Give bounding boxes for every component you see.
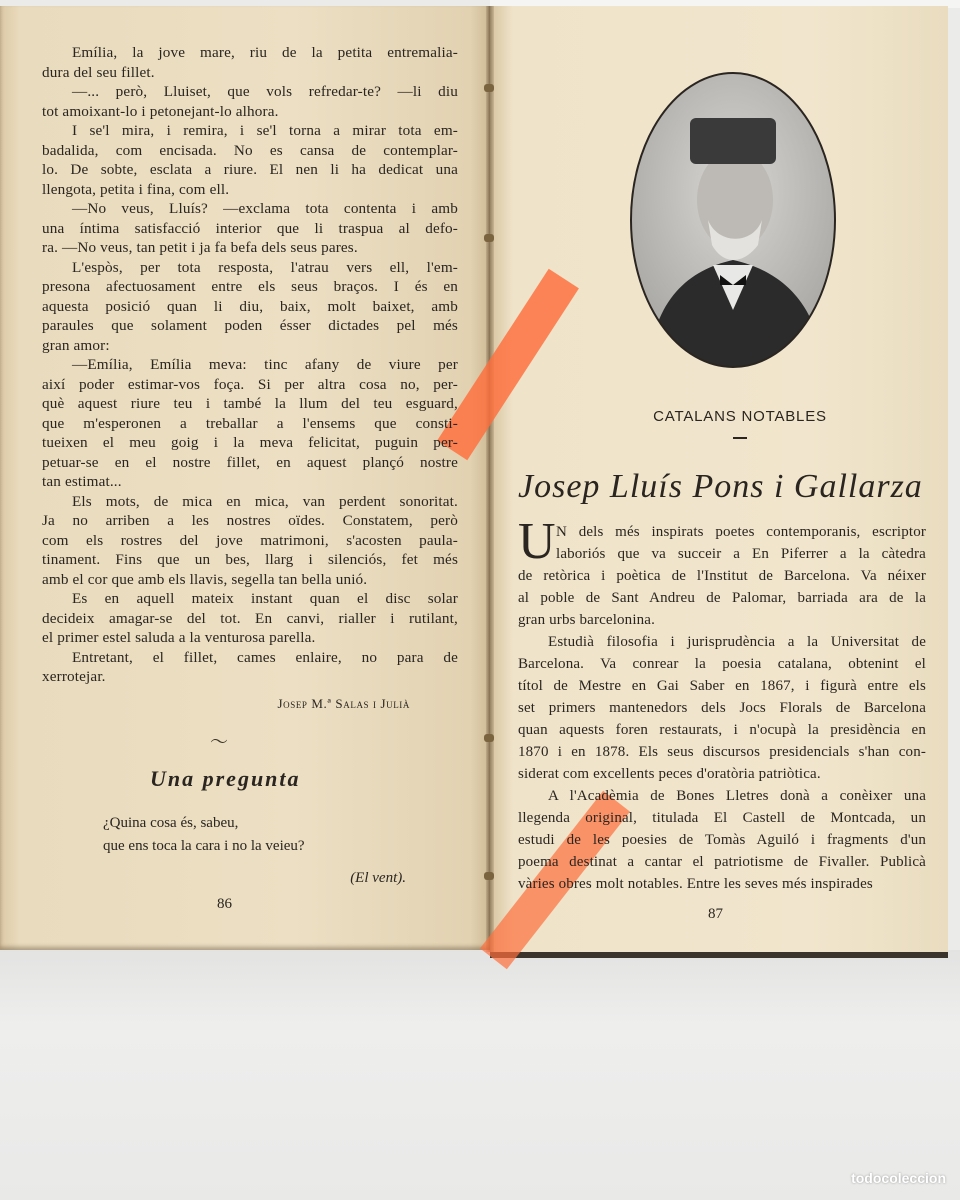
text-line: Estudià filosofia i jurisprudència a la Universitat de bbox=[548, 634, 926, 650]
text-line: laboriós que va succeir a En Piferrer a la càtedra bbox=[556, 546, 926, 562]
scanner-background bbox=[0, 950, 960, 1200]
text-line: set primers mantenedors dels Jocs Florals de Barcelona bbox=[518, 700, 926, 716]
text-line: gran urbs barcelonina. bbox=[518, 612, 655, 628]
text-line: amb el cor que amb els llavis, segella tan bella unió. bbox=[42, 570, 368, 588]
text-line: vàries obres molt notables. Entre les seves més inspirades bbox=[518, 876, 873, 892]
ornament-divider: 〜 bbox=[210, 732, 228, 752]
text-line: com els rostres del jove matrimoni, s'acosten paula- bbox=[42, 531, 458, 549]
text-line: —No veus, Lluís? —exclama tota contenta i amb bbox=[72, 200, 458, 217]
portrait-photo bbox=[628, 70, 838, 370]
text-line: xerrotejar. bbox=[42, 668, 106, 685]
text-line: paraules que solament poden ésser dictades pel més bbox=[42, 317, 458, 334]
poem-line: que ens toca la cara i no la veieu? bbox=[103, 838, 305, 854]
text-line: estudi de les poesies de Tomàs Aguiló i fragments d'un bbox=[518, 832, 926, 848]
text-line: quan aquests foren restaurats, i n'ocupà la presidència en bbox=[518, 722, 926, 738]
text-line: al poble de Sant Andreu de Palomar, barriada ara de la bbox=[518, 590, 926, 606]
text-line: llegenda original, titulada El Castell de Montcada, un bbox=[518, 810, 926, 826]
text-line: una íntima satisfacció interior que li traspua al defo- bbox=[42, 219, 458, 237]
text-line: tot amoixant-lo i petonejant-lo alhora. bbox=[42, 102, 279, 120]
text-line: presona afectuosament entre els seus braços. I és en bbox=[42, 278, 458, 295]
text-line: Els mots, de mica en mica, van perdent sonoritat. bbox=[72, 492, 458, 510]
text-line: que m'esperonen a treballar a l'ensems que consti- bbox=[42, 414, 458, 432]
text-line: Entretant, el fillet, cames enlaire, no para de bbox=[72, 648, 458, 666]
text-line: així poder estimar-vos foça. Si per altra cosa no, per- bbox=[42, 375, 458, 393]
poem bbox=[103, 812, 305, 858]
right-page bbox=[490, 6, 948, 958]
watermark: todocoleccion bbox=[851, 1170, 946, 1186]
text-line: Barcelona. Va conrear la poesia catalana, obtenint el bbox=[518, 656, 926, 672]
text-line: ra. —No veus, tan petit i ja fa befa dels seus pares. bbox=[42, 239, 358, 256]
binding-stitch bbox=[484, 734, 494, 742]
text-line: I se'l mira, i remira, i se'l torna a mirar tota em- bbox=[72, 122, 458, 139]
text-line: siderat com excellents peces d'oratòria patriòtica. bbox=[518, 766, 821, 782]
book-gutter bbox=[486, 6, 494, 952]
page-number-left: 86 bbox=[217, 896, 232, 912]
text-line: decideix amagar-se del tot. En canvi, rialler i rutilant, bbox=[42, 609, 458, 627]
right-body-text bbox=[518, 513, 926, 895]
author-signature: Josep M.ª Salas i Julià bbox=[277, 696, 410, 711]
text-line: —Emília, Emília meva: tinc afany de viure per bbox=[72, 356, 458, 373]
text-line: Emília, la jove mare, riu de la petita entremalia- bbox=[72, 44, 458, 61]
text-line: gran amor: bbox=[42, 336, 110, 354]
text-line: lo. De sobte, esclata a riure. El nen li ha dedicat una bbox=[42, 161, 458, 178]
heading-dash bbox=[733, 437, 747, 439]
text-line: Ja no arriben a les nostres oïdes. Constatem, però bbox=[42, 512, 458, 529]
left-page bbox=[0, 6, 490, 950]
text-line: Es en aquell mateix instant quan el disc solar bbox=[72, 590, 458, 607]
text-line: dura del seu fillet. bbox=[42, 63, 155, 81]
text-line: L'espòs, per tota resposta, l'atrau vers ell, l'em- bbox=[72, 258, 458, 276]
article-title: Josep Lluís Pons i Gallarza bbox=[518, 468, 923, 505]
text-line: petuar-se en el nostre fillet, en aquest plançó nostre bbox=[42, 453, 458, 471]
drop-cap: U bbox=[518, 513, 556, 570]
text-line: tinament. Fins que un bes, llarg i silenciós, fet més bbox=[42, 551, 458, 568]
text-line: el primer estel saluda a la venturosa parella. bbox=[42, 629, 316, 646]
page-number-right: 87 bbox=[708, 906, 723, 922]
answer-text: (El vent). bbox=[350, 870, 406, 886]
text-line: badalida, com encisada. No es cansa de contemplar- bbox=[42, 141, 458, 159]
text-line: 1870 i en 1878. Els seus discursos presidencials s'han con- bbox=[518, 744, 926, 760]
text-line: tan estimat... bbox=[42, 473, 122, 490]
left-body-text bbox=[42, 43, 458, 687]
section-heading: CATALANS NOTABLES bbox=[653, 408, 827, 425]
text-line: de retòrica i poètica de l'Institut de Barcelona. Va néixer bbox=[518, 568, 926, 584]
binding-stitch bbox=[484, 872, 494, 880]
text-line: poema destinat a cantar el patriotisme de Fivaller. Publicà bbox=[518, 854, 926, 870]
text-line: tueixen el meu goig i la meva felicitat, puguin per- bbox=[42, 434, 458, 451]
text-line: què aquest riure teu i també la llum del teu esguard, bbox=[42, 395, 458, 412]
poem-answer bbox=[0, 870, 406, 887]
text-line: títol de Mestre en Gai Saber en 1867, i figurà entre els bbox=[518, 678, 926, 694]
text-line: N dels més inspirats poetes contemporanis, escriptor bbox=[556, 524, 926, 540]
poem-line: ¿Quina cosa és, sabeu, bbox=[103, 815, 239, 831]
text-line: A l'Acadèmia de Bones Lletres donà a conèixer una bbox=[548, 788, 926, 804]
text-line: aquesta posició quan li diu, baix, molt baixet, amb bbox=[42, 297, 458, 315]
binding-stitch bbox=[484, 234, 494, 242]
binding-stitch bbox=[484, 84, 494, 92]
text-line: —... però, Lluiset, que vols refredar-te? —li diu bbox=[72, 83, 458, 100]
poem-title: Una pregunta bbox=[150, 766, 301, 791]
text-line: llengota, petita i fina, com ell. bbox=[42, 180, 230, 198]
